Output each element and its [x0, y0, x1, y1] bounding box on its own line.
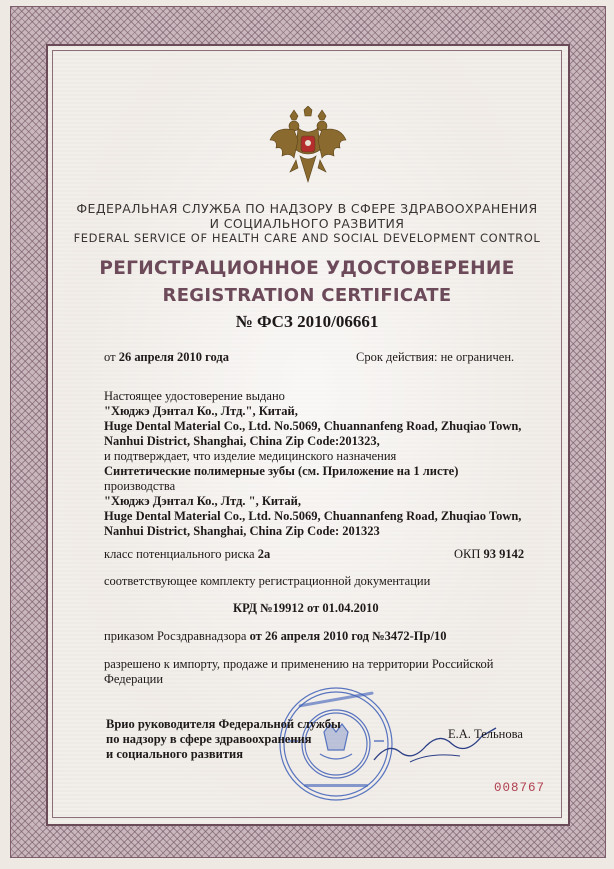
certificate-title-en: REGISTRATION CERTIFICATE — [162, 285, 452, 306]
certificate-number: № ФСЗ 2010/06661 — [235, 312, 379, 331]
holder-name-ru: "Хюджэ Дэнтал Ко., Лтд.", Китай, — [104, 404, 298, 418]
signatory-name: Е.А. Тельнова — [448, 727, 523, 741]
okp-code — [454, 547, 524, 563]
order-prefix: приказом Росздравнадзора — [104, 629, 247, 643]
certificate-title-ru: РЕГИСТРАЦИОННОЕ УДОСТОВЕРЕНИЕ — [99, 258, 515, 279]
risk-class-label: класс потенциального риска — [104, 547, 255, 561]
signatory-title-line3: и социального развития — [106, 747, 243, 761]
issue-date — [104, 350, 229, 366]
order-value: от 26 апреля 2010 год №3472-Пр/10 — [249, 629, 447, 643]
signatory-title-line1: Врио руководителя Федеральной службы — [106, 717, 341, 731]
agency-name-ru-line1: ФЕДЕРАЛЬНАЯ СЛУЖБА ПО НАДЗОРУ В СФЕРЕ ЗДРАВООХРАНЕНИЯ — [76, 201, 538, 216]
krd-number: КРД №19912 от 01.04.2010 — [233, 601, 379, 615]
issued-to-label: Настоящее удостоверение выдано — [104, 389, 285, 403]
manufacturer-address: Nanhui District, Shanghai, China Zip Code: 201323 — [104, 524, 380, 538]
manufacturer-name-en: Huge Dental Material Co., Ltd. No.5069, Chuannanfeng Road, Zhuqiao Town, — [104, 509, 522, 523]
double-headed-eagle-emblem-icon — [268, 106, 348, 194]
issue-date-prefix: от — [104, 350, 116, 364]
holder-name-en: Huge Dental Material Co., Ltd. No.5069, Chuannanfeng Road, Zhuqiao Town, — [104, 419, 522, 433]
agency-name-en: FEDERAL SERVICE OF HEALTH CARE AND SOCIAL DEVELOPMENT CONTROL — [73, 231, 541, 245]
okp-label: ОКП — [454, 547, 481, 561]
serial-number: 008767 — [494, 781, 546, 795]
documentation-text: соответствующее комплекту регистрационной документации — [104, 574, 431, 588]
permit-text-line1: разрешено к импорту, продаже и применению на территории Российской — [104, 657, 494, 671]
signatory-title-line2: по надзору в сфере здравоохранения — [106, 732, 312, 746]
manufacturer-name-ru: "Хюджэ Дэнтал Ко., Лтд. ", Китай, — [104, 494, 301, 508]
risk-class-value: 2а — [257, 547, 271, 561]
validity: Срок действия: не ограничен. — [356, 350, 515, 364]
okp-value: 93 9142 — [483, 547, 525, 561]
agency-name-ru-line2: И СОЦИАЛЬНОГО РАЗВИТИЯ — [209, 216, 405, 231]
product-name: Синтетические полимерные зубы (см. Приложение на 1 листе) — [104, 464, 459, 478]
permit-text-line2: Федерации — [104, 672, 164, 686]
holder-address: Nanhui District, Shanghai, China Zip Code:201323, — [104, 434, 380, 448]
confirmation-text: и подтверждает, что изделие медицинского назначения — [104, 449, 397, 463]
issue-date-value: 26 апреля 2010 года — [118, 350, 229, 364]
risk-class — [104, 547, 270, 563]
manufactured-by-label: производства — [104, 479, 176, 493]
order-reference — [104, 629, 446, 645]
